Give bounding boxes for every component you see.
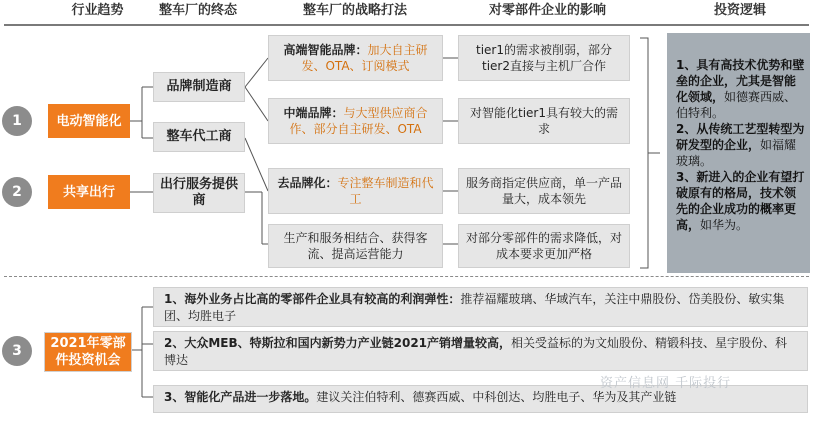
end-state-mobility-provider: 出行服务提供商 <box>153 173 245 213</box>
strategy-debrand-title: 去品牌化： <box>277 176 338 190</box>
strategy-mid-range <box>268 98 443 144</box>
invest-logic-2: 2、从传统工艺型转型为研发型的企业，如福耀玻璃。 <box>676 122 805 168</box>
strategy-mid-range-detail: 与大型供应商合作、部分自主研发、OTA <box>289 106 428 136</box>
header-impact: 对零部件企业的影响 <box>488 3 606 18</box>
strategy-high-end-detail: 加大自主研发、OTA、订阅模式 <box>301 43 428 73</box>
impact-3: 服务商指定供应商，单一产品量大，成本领先 <box>458 168 630 214</box>
section-divider <box>4 276 809 277</box>
impact-2: 对智能化tier1具有较大的需求 <box>458 98 630 144</box>
strategy-service: 生产和服务相结合、获得客流、提高运营能力 <box>268 224 443 268</box>
strategy-high-end-title: 高端智能品牌： <box>283 43 368 57</box>
header-trend: 行业趋势 <box>71 3 124 18</box>
opportunity-label-box: 2021年零部件投资机会 <box>44 332 132 372</box>
impact-1: tier1的需求被削弱，部分tier2直接与主机厂合作 <box>458 35 630 81</box>
strategy-debrand-detail: 专注整车制造和代工 <box>337 176 434 206</box>
watermark: 资产信息网 千际投行 <box>600 376 732 391</box>
trend-1-box: 电动智能化 <box>48 104 130 138</box>
invest-logic-3: 3、新进入的企业有望打破原有的格局，技术领先的企业成功的概率更高，如华为。 <box>676 170 805 232</box>
opportunity-number: 3 <box>2 336 32 366</box>
opportunity-3: 3、智能化产品进一步落地。建议关注伯特利、德赛西威、中科创达、均胜电子、华为及其产业链 <box>153 385 808 413</box>
strategy-debrand <box>268 168 443 214</box>
header-invest-logic: 投资逻辑 <box>713 3 766 18</box>
opportunity-2: 2、大众MEB、特斯拉和国内新势力产业链2021产销增量较高，相关受益标的为文灿股份、精锻科技、星宇股份、科博达 <box>153 331 808 371</box>
header-strategy: 整车厂的战略打法 <box>302 3 407 18</box>
opportunity-1: 1、海外业务占比高的零部件企业具有较高的利润弹性：推荐福耀玻璃、华域汽车，关注中鼎股份、岱美股份、敏实集团、均胜电子 <box>153 287 808 327</box>
invest-logic-1: 1、具有高技术优势和壁垒的企业，尤其是智能化领域，如德赛西威、伯特利。 <box>676 58 805 120</box>
strategy-high-end <box>268 35 443 81</box>
end-state-contract-maker: 整车代工商 <box>153 122 245 152</box>
impact-4: 对部分零部件的需求降低，对成本要求更加严格 <box>458 224 630 268</box>
trend-2-number: 2 <box>2 177 32 207</box>
trend-2-box: 共享出行 <box>48 175 130 209</box>
invest-logic-box <box>667 33 810 273</box>
trend-1-number: 1 <box>2 106 32 136</box>
strategy-mid-range-title: 中端品牌： <box>283 106 344 120</box>
header-end-state: 整车厂的终态 <box>158 3 237 18</box>
end-state-brand-maker: 品牌制造商 <box>153 72 245 102</box>
